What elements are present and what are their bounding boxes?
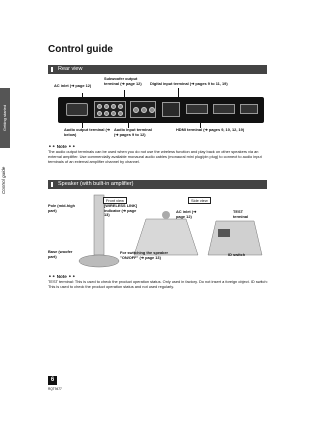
test-terminal-label: TEST terminal bbox=[233, 209, 249, 219]
jack-icon bbox=[118, 104, 123, 109]
page-title: Control guide bbox=[48, 44, 113, 55]
page-number: 6 bbox=[48, 376, 57, 385]
rear-panel-illustration bbox=[58, 97, 264, 123]
rear-view-header bbox=[48, 65, 267, 74]
hdmi-port bbox=[213, 104, 235, 114]
header-marker bbox=[51, 67, 53, 72]
audio-output-block bbox=[94, 101, 126, 118]
hdmi-port bbox=[240, 104, 258, 114]
id-switch-label: ID switch bbox=[228, 252, 246, 257]
hdmi-label: HDMI terminal (➜ pages 9, 10, 12, 19) bbox=[176, 127, 245, 132]
audio-output-label: Audio output terminal (➜ below) bbox=[64, 127, 111, 137]
switch-label: For switching the speaker "ON/OFF" (➜ page 13) bbox=[120, 250, 168, 260]
digital-input-label: Digital input terminal (➜ pages 9 to 11, 19) bbox=[150, 81, 228, 86]
document-code: RQT9477 bbox=[48, 387, 62, 391]
ac-inlet-speaker-label: AC inlet (➜ page 12) bbox=[176, 209, 197, 219]
front-view-label: Front view bbox=[103, 197, 127, 204]
section-tab-label: Getting started bbox=[2, 104, 7, 132]
jack-icon bbox=[104, 111, 109, 116]
jack-icon bbox=[111, 104, 116, 109]
speaker-header bbox=[48, 180, 267, 189]
audio-input-block bbox=[130, 101, 156, 118]
subwoofer-label: Subwoofer output terminal (➜ page 12) bbox=[104, 76, 142, 86]
side-body bbox=[208, 221, 262, 255]
jack-icon bbox=[104, 104, 109, 109]
jack-icon bbox=[97, 111, 102, 116]
base-shape bbox=[79, 255, 119, 267]
test-terminal-shape bbox=[218, 229, 230, 237]
indicator-light bbox=[162, 211, 170, 219]
base-label: Base (woofer part) bbox=[48, 249, 73, 259]
note-heading: ⚬⚬ Note ⚬⚬ bbox=[48, 144, 76, 149]
note-text-2: TEST terminal: This is used to check the product operation status. Only used in factory. Do not insert a foreign object. ID switch: This is used to check the product operation status and not used regularly. bbox=[48, 279, 268, 289]
pole-label: Pole (mid-high part) bbox=[48, 203, 76, 213]
pole-shape bbox=[94, 195, 104, 255]
ac-inlet-label: AC inlet (➜ page 12) bbox=[54, 83, 92, 88]
note-text: The audio output terminals can be used when you do not use the wireless function and play back on other speakers via an external amplifier. Use commercially available monaural audio cables (monaural mini plug/pin plug) to connect to audio input terminals of an external amplifier channel by channel. bbox=[48, 149, 262, 164]
leader-line bbox=[124, 90, 125, 97]
jack-icon bbox=[118, 111, 123, 116]
digital-input-port bbox=[162, 102, 180, 117]
jack-icon bbox=[111, 111, 116, 116]
hdmi-port bbox=[186, 104, 208, 114]
wireless-indicator-label: [WIRELESS LINK] indicator (➜ page 13) bbox=[104, 203, 138, 218]
speaker-header-label: Speaker (with built-in amplifier) bbox=[58, 181, 134, 187]
leader-line bbox=[178, 88, 179, 97]
rear-view-header-label: Rear view bbox=[58, 66, 83, 72]
audio-input-label: Audio input terminal (➜ pages 9 to 12) bbox=[114, 127, 152, 137]
header-marker bbox=[51, 182, 53, 187]
jack-icon bbox=[149, 107, 155, 113]
ac-inlet-port bbox=[66, 103, 88, 116]
note-heading-2: ⚬⚬ Note ⚬⚬ bbox=[48, 274, 76, 279]
jack-icon bbox=[133, 107, 139, 113]
side-caption: Control guide bbox=[1, 166, 6, 194]
jack-icon bbox=[141, 107, 147, 113]
jack-icon bbox=[97, 104, 102, 109]
side-view-label: Side view bbox=[188, 197, 211, 204]
